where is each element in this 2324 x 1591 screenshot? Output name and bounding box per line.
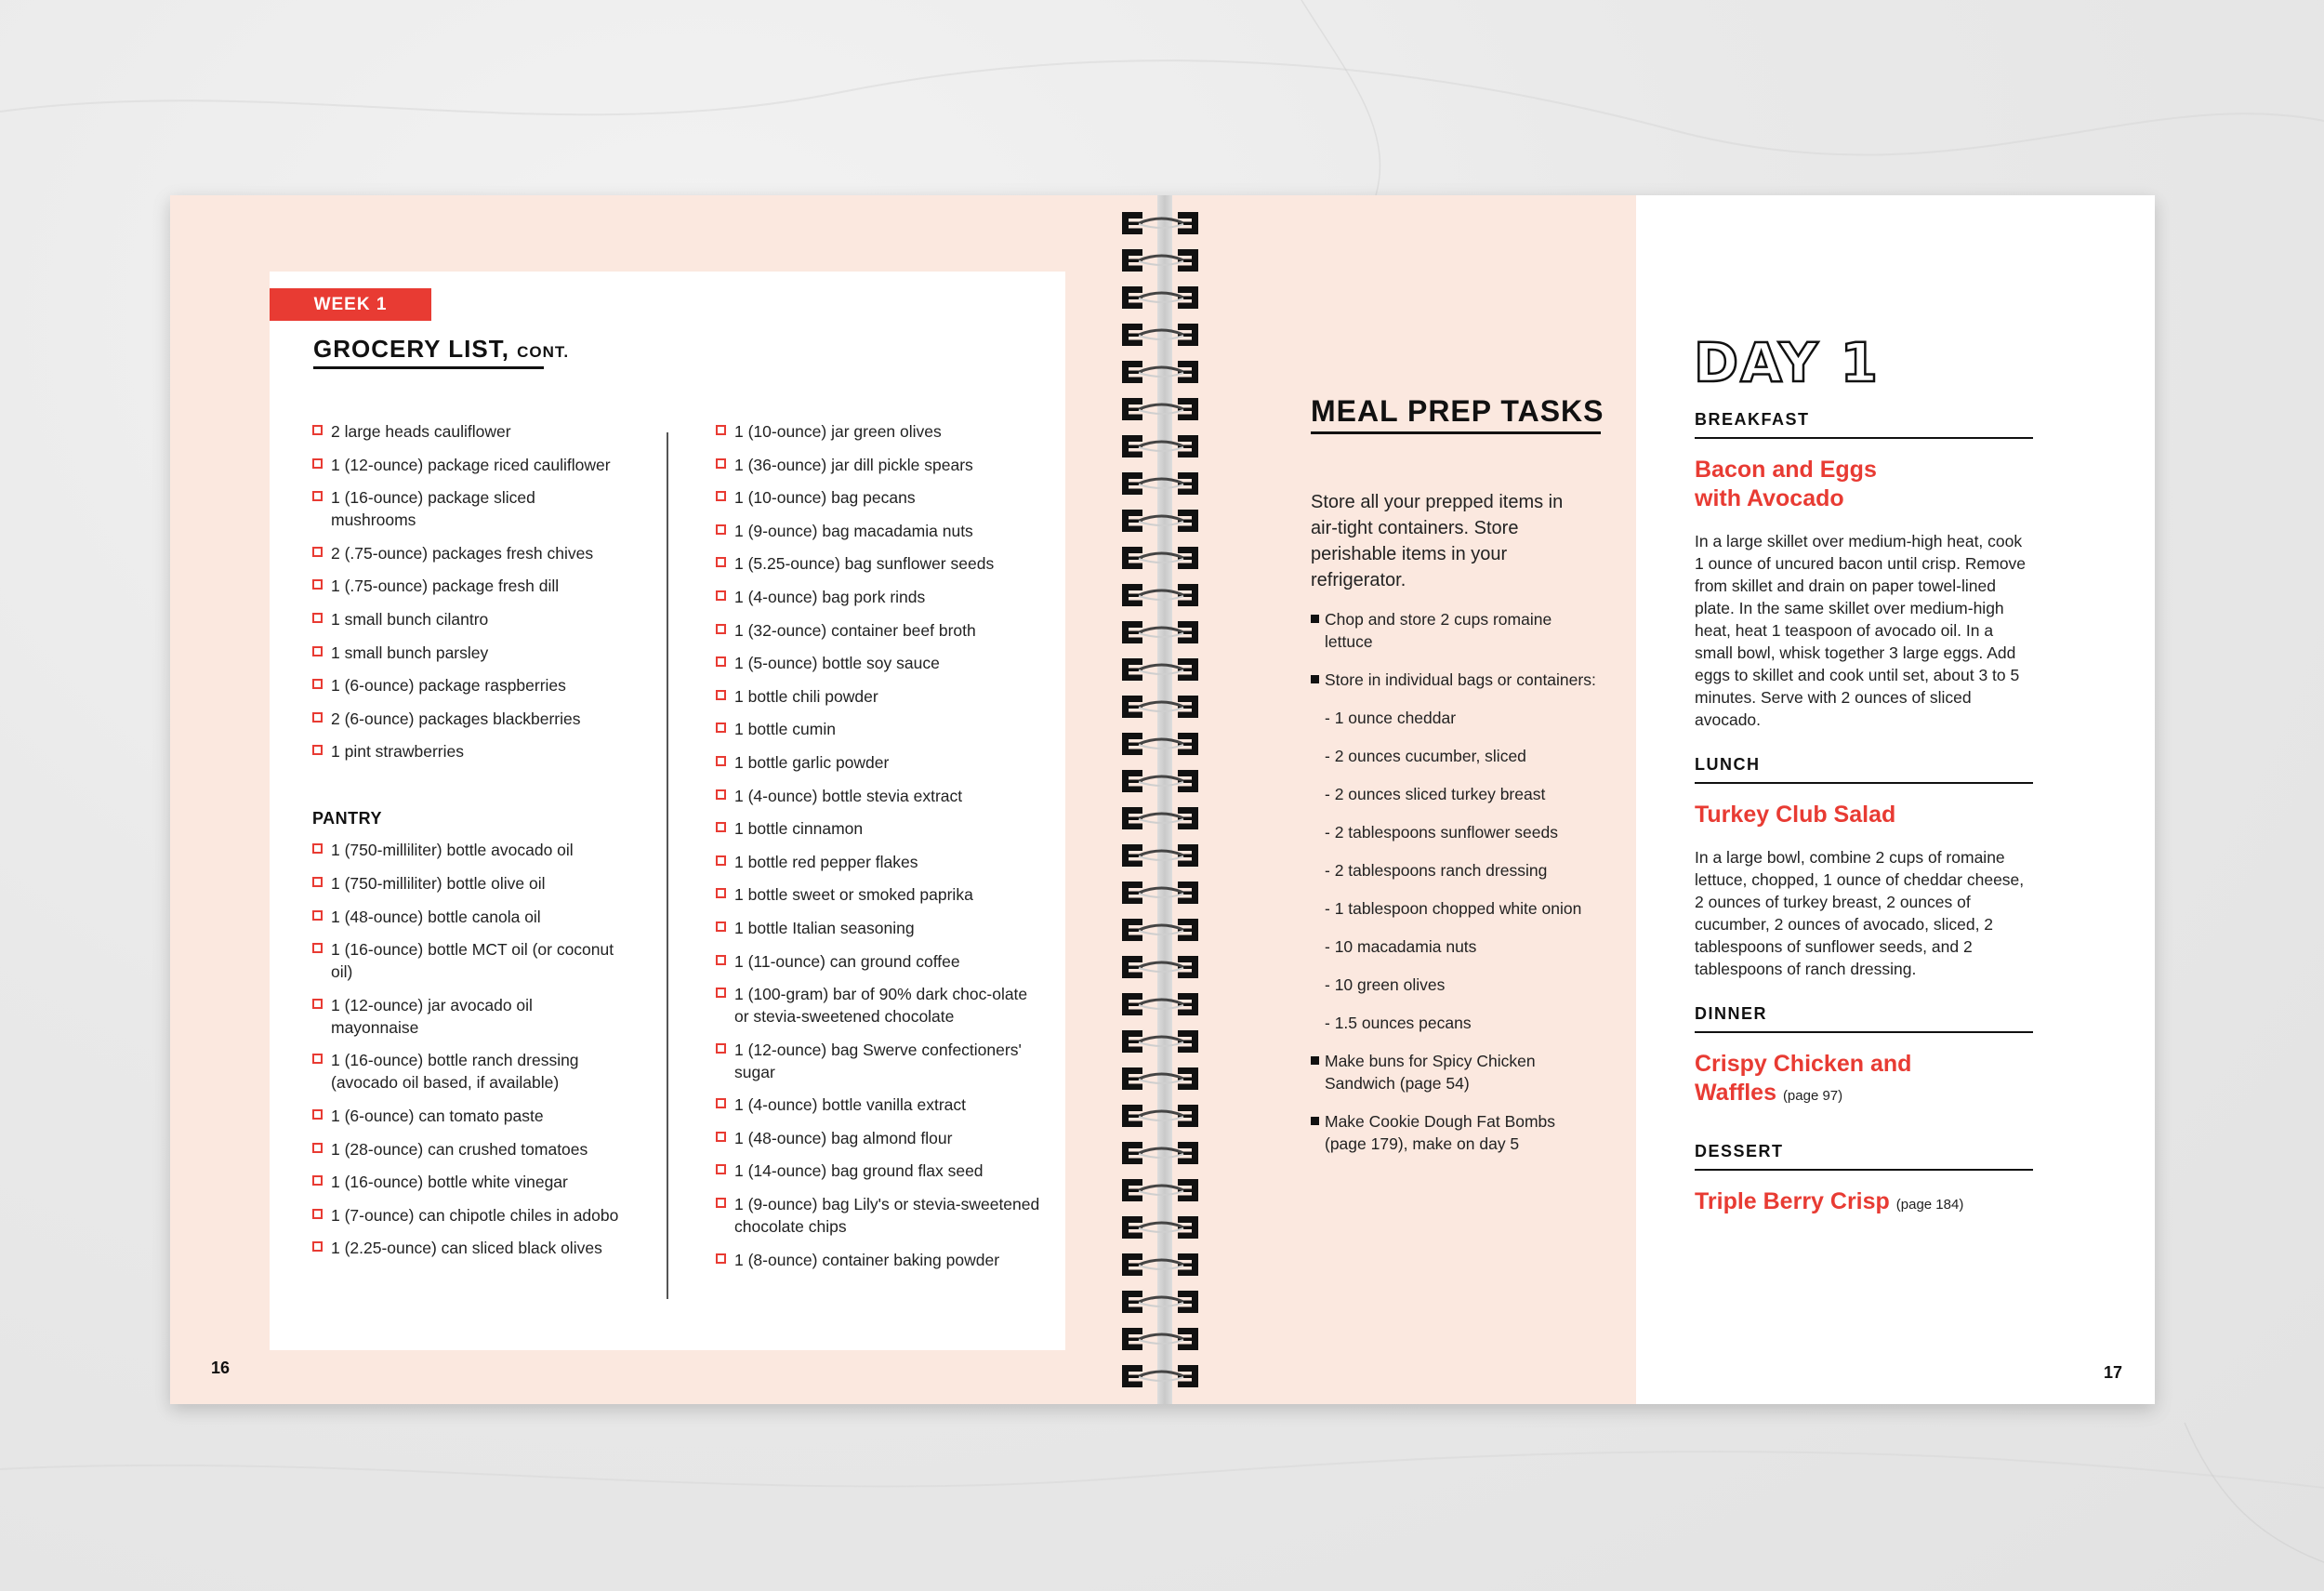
grocery-list-title-text: GROCERY LIST, [313, 335, 509, 363]
spiral-ring [1122, 621, 1198, 643]
meal-prep-subtask: - 2 tablespoons sunflower seeds [1325, 823, 1558, 842]
grocery-item: 1 (16-ounce) package sliced mushrooms [312, 486, 619, 531]
pantry-item: 1 (6-ounce) can tomato paste [312, 1105, 619, 1127]
lunch-rule [1695, 782, 2033, 784]
page-number-right: 17 [2104, 1363, 2123, 1382]
pantry-item: 1 (48-ounce) bottle canola oil [312, 906, 619, 928]
spiral-ring [1122, 770, 1198, 792]
grocery-item: 1 small bunch cilantro [312, 608, 619, 630]
lunch-section [1695, 755, 2033, 980]
pantry-item: 1 (4-ounce) bag pork rinds [716, 586, 1041, 608]
spiral-ring [1122, 956, 1198, 978]
spiral-ring [1122, 1365, 1198, 1387]
breakfast-label: BREAKFAST [1695, 410, 1810, 429]
pantry-item: 1 (4-ounce) bottle vanilla extract [716, 1094, 1041, 1116]
meal-prep-subtask: - 1 ounce cheddar [1325, 709, 1457, 727]
pantry-item: 1 bottle garlic powder [716, 751, 1041, 774]
meal-prep-subtask: - 1.5 ounces pecans [1325, 1014, 1472, 1032]
title-underline [313, 366, 544, 369]
pantry-item: 1 (5-ounce) bottle soy sauce [716, 652, 1041, 674]
spiral-ring [1122, 547, 1198, 569]
column-divider [667, 432, 668, 1299]
grocery-column-2 [716, 420, 1041, 1281]
grocery-list-title [313, 335, 569, 364]
spiral-ring [1122, 733, 1198, 755]
grocery-item: 1 pint strawberries [312, 740, 619, 762]
pantry-item: 1 (7-ounce) can chipotle chiles in adobo [312, 1204, 619, 1226]
spiral-ring [1122, 1067, 1198, 1090]
spiral-ring [1122, 919, 1198, 941]
meal-prep-subtask: - 10 macadamia nuts [1325, 937, 1477, 956]
grocery-item: 1 (6-ounce) package raspberries [312, 674, 619, 696]
spiral-ring [1122, 807, 1198, 829]
meal-prep-subtask: - 1 tablespoon chopped white onion [1325, 899, 1582, 918]
pantry-item: 1 (750-milliliter) bottle avocado oil [312, 839, 619, 861]
pantry-item: 1 (9-ounce) bag macadamia nuts [716, 520, 1041, 542]
pantry-item: 1 (10-ounce) bag pecans [716, 486, 1041, 509]
pantry-heading: PANTRY [312, 809, 382, 829]
meal-prep-subtask: - 2 ounces cucumber, sliced [1325, 747, 1526, 765]
grocery-item: 2 (.75-ounce) packages fresh chives [312, 542, 619, 564]
spiral-binding [1120, 212, 1204, 1398]
pantry-item: 1 bottle chili powder [716, 685, 1041, 708]
dinner-section [1695, 1004, 2033, 1110]
dessert-label: DESSERT [1695, 1142, 1784, 1160]
pantry-item: 1 (16-ounce) bottle ranch dressing (avocado oil based, if available) [312, 1049, 619, 1094]
dinner-label: DINNER [1695, 1004, 1768, 1023]
spiral-ring [1122, 361, 1198, 383]
dinner-recipe-name: Crispy Chicken and Waffles [1695, 1051, 1912, 1106]
pantry-item: 1 (100-gram) bar of 90% dark choc-olate or stevia-sweetened chocolate [716, 983, 1041, 1028]
lunch-directions: In a large bowl, combine 2 cups of romaine lettuce, chopped, 1 ounce of cheddar cheese, 2 ounces of turkey breast, 2 ounces of cucumber, 2 ounces of avocado, sliced, 2 tablespoons of sunflower seeds, and 2 tablespoons of ranch dressing. [1695, 848, 2025, 978]
spiral-ring [1122, 1179, 1198, 1201]
day-title: DAY 1 [1694, 331, 1881, 394]
meal-prep-task: Make buns for Spicy Chicken Sandwich (page 54) [1311, 1050, 1599, 1094]
dinner-rule [1695, 1031, 2033, 1033]
meal-prep-task: Store in individual bags or containers: [1311, 669, 1599, 691]
grocery-column-1 [312, 420, 619, 1270]
dessert-page-ref: (page 184) [1895, 1197, 1964, 1213]
pantry-item: 1 (48-ounce) bag almond flour [716, 1127, 1041, 1149]
spiral-ring [1122, 658, 1198, 681]
pantry-item: 1 bottle red pepper flakes [716, 851, 1041, 873]
spiral-ring [1122, 1291, 1198, 1313]
spiral-ring [1122, 510, 1198, 532]
lunch-recipe-name: Turkey Club Salad [1695, 802, 1896, 828]
meal-prep-task: Make Cookie Dough Fat Bombs (page 179), make on day 5 [1311, 1110, 1599, 1155]
grocery-item: 2 (6-ounce) packages blackberries [312, 708, 619, 730]
meal-prep-subtask: - 2 tablespoons ranch dressing [1325, 861, 1548, 880]
spiral-ring [1122, 1253, 1198, 1276]
pantry-item: 1 (750-milliliter) bottle olive oil [312, 872, 619, 895]
meal-prep-list [1311, 608, 1599, 1171]
meal-prep-task: Chop and store 2 cups romaine lettuce [1311, 608, 1599, 653]
breakfast-directions: In a large skillet over medium-high heat, cook 1 ounce of uncured bacon until crisp. Remove from skillet and drain on paper towel-lined plate. In the same skillet over medium-high heat, heat 1 teaspoon of avocado oil. In a small bowl, whisk together 3 large eggs. Add eggs to skillet and cook until set, about 3 to 5 minutes. Serve with 2 ounces of sliced avocado. [1695, 532, 2027, 729]
grocery-list-title-suffix: CONT. [517, 343, 570, 361]
week-tag: WEEK 1 [270, 288, 431, 321]
pantry-item: 1 (9-ounce) bag Lily's or stevia-sweetened chocolate chips [716, 1193, 1041, 1238]
spiral-ring [1122, 324, 1198, 346]
grocery-item: 1 small bunch parsley [312, 642, 619, 664]
pantry-item: 1 bottle sweet or smoked paprika [716, 883, 1041, 906]
pantry-item: 1 (28-ounce) can crushed tomatoes [312, 1138, 619, 1160]
pantry-item: 1 (4-ounce) bottle stevia extract [716, 785, 1041, 807]
spiral-ring [1122, 249, 1198, 272]
pantry-item: 1 (11-ounce) can ground coffee [716, 950, 1041, 973]
spiral-ring [1122, 993, 1198, 1015]
spiral-ring [1122, 1216, 1198, 1239]
dessert-recipe-name: Triple Berry Crisp [1695, 1188, 1890, 1214]
meal-prep-title: MEAL PREP TASKS [1311, 394, 1604, 428]
spiral-ring [1122, 844, 1198, 867]
dessert-section [1695, 1142, 2033, 1219]
spiral-ring [1122, 696, 1198, 718]
meal-prep-subtask: - 2 ounces sliced turkey breast [1325, 785, 1546, 803]
spiral-ring [1122, 286, 1198, 309]
pantry-item: 1 (5.25-ounce) bag sunflower seeds [716, 552, 1041, 575]
spiral-ring [1122, 212, 1198, 234]
breakfast-rule [1695, 437, 2033, 439]
pantry-item: 1 (14-ounce) bag ground flax seed [716, 1160, 1041, 1182]
spiral-ring [1122, 398, 1198, 420]
spiral-ring [1122, 584, 1198, 606]
pantry-item: 1 bottle Italian seasoning [716, 917, 1041, 939]
page-number-left: 16 [211, 1359, 231, 1377]
spiral-ring [1122, 1105, 1198, 1127]
pantry-item: 1 bottle cumin [716, 718, 1041, 740]
pantry-item: 1 (12-ounce) jar avocado oil mayonnaise [312, 994, 619, 1039]
grocery-item: 1 (.75-ounce) package fresh dill [312, 575, 619, 597]
pantry-item: 1 (12-ounce) bag Swerve confectioners' sugar [716, 1039, 1041, 1083]
pantry-item: 1 bottle cinnamon [716, 817, 1041, 840]
pantry-item: 1 (36-ounce) jar dill pickle spears [716, 454, 1041, 476]
spiral-ring [1122, 882, 1198, 904]
spiral-ring [1122, 1328, 1198, 1350]
dinner-page-ref: (page 97) [1782, 1088, 1843, 1104]
dessert-rule [1695, 1169, 2033, 1171]
pantry-item: 1 (2.25-ounce) can sliced black olives [312, 1237, 619, 1259]
grocery-item: 1 (12-ounce) package riced cauliflower [312, 454, 619, 476]
pantry-item: 1 (16-ounce) bottle MCT oil (or coconut oil) [312, 938, 619, 983]
breakfast-section [1695, 410, 2033, 731]
meal-prep-intro: Store all your prepped items in air-tight containers. Store perishable items in your refrigerator. [1311, 492, 1564, 590]
meal-prep-subtask: - 10 green olives [1325, 975, 1446, 994]
pantry-item: 1 (32-ounce) container beef broth [716, 619, 1041, 642]
lunch-label: LUNCH [1695, 755, 1761, 774]
pantry-item: 1 (10-ounce) jar green olives [716, 420, 1041, 443]
pantry-item: 1 (8-ounce) container baking powder [716, 1249, 1041, 1271]
pantry-item: 1 (16-ounce) bottle white vinegar [312, 1171, 619, 1193]
grocery-item: 2 large heads cauliflower [312, 420, 619, 443]
spiral-ring [1122, 435, 1198, 457]
meal-prep-underline [1311, 431, 1601, 434]
breakfast-recipe-name: Bacon and Eggs with Avocado [1695, 457, 1877, 511]
spiral-ring [1122, 1030, 1198, 1053]
spiral-ring [1122, 472, 1198, 495]
spiral-ring [1122, 1142, 1198, 1164]
